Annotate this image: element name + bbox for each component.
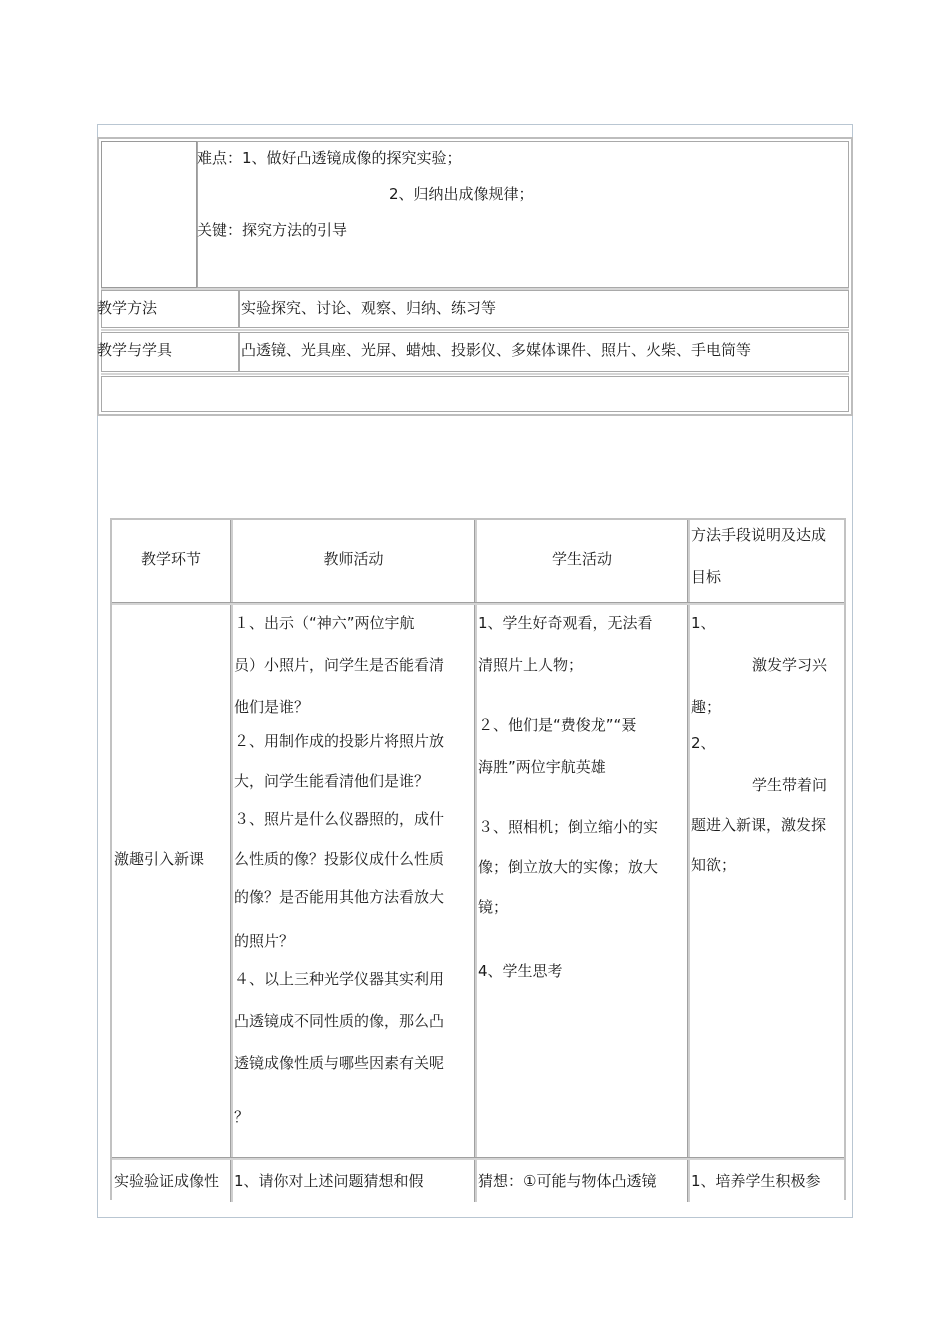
teacher-activity-line: 凸透镜成不同性质的像，那么凸 <box>234 1012 445 1030</box>
difficulty-label-cell <box>101 141 197 288</box>
teacher-activity-line: ３、照片是什么仪器照的，成什 <box>234 810 445 828</box>
teacher-activity-line: １、出示（“神六”两位宇航 <box>234 614 415 632</box>
teacher-activity-line: ？ <box>234 1108 250 1126</box>
difficulty-line-1: 难点：1、做好凸透镜成像的探究实验； <box>197 149 462 167</box>
row2-method-notes: 1、培养学生积极参 <box>691 1172 821 1190</box>
empty-row-cell <box>101 376 849 412</box>
student-activity-line: 镜； <box>478 898 509 916</box>
row2-student-activity: 猜想：①可能与物体凸透镜 <box>478 1172 657 1190</box>
teacher-activity-line: 透镜成像性质与哪些因素有关呢 <box>234 1054 445 1072</box>
method-notes-line: 学生带着问 <box>752 776 828 794</box>
method-label: 教学方法 <box>97 299 158 317</box>
header-teacher: 教师活动 <box>323 550 384 568</box>
tools-value: 凸透镜、光具座、光屏、蜡烛、投影仪、多媒体课件、照片、火柴、手电筒等 <box>241 341 752 359</box>
teacher-activity-line: 的像？是否能用其他方法看放大 <box>234 888 445 906</box>
student-activity-line: ３、照相机；倒立缩小的实 <box>478 818 659 836</box>
method-notes-line: 2、 <box>691 734 716 752</box>
method-notes-line: 趣； <box>691 698 722 716</box>
student-activity-line: 像；倒立放大的实像；放大 <box>478 858 659 876</box>
row1-stage: 激趣引入新课 <box>114 850 205 868</box>
teacher-activity-line: 的照片？ <box>234 932 295 950</box>
student-activity-line: 4、学生思考 <box>478 962 563 980</box>
student-activity-line: 清照片上人物； <box>478 656 584 674</box>
teacher-activity-line: 他们是谁？ <box>234 698 310 716</box>
top-info-table <box>97 137 853 416</box>
header-method-line-2: 目标 <box>691 568 722 586</box>
method-notes-line: 知欲； <box>691 856 737 874</box>
student-activity-line: 1、学生好奇观看，无法看 <box>478 614 653 632</box>
header-method-line-1: 方法手段说明及达成 <box>691 526 827 544</box>
header-stage: 教学环节 <box>140 550 201 568</box>
student-activity-line: 海胜”两位宇航英雄 <box>478 758 606 776</box>
teacher-activity-line: 大，问学生能看清他们是谁？ <box>234 772 430 790</box>
method-notes-line: 激发学习兴 <box>752 656 828 674</box>
row2-stage: 实验验证成像性 <box>114 1172 220 1190</box>
tools-label: 教学与学具 <box>97 341 173 359</box>
teacher-activity-line: 么性质的像？投影仪成什么性质 <box>234 850 445 868</box>
teacher-activity-line: ４、以上三种光学仪器其实利用 <box>234 970 445 988</box>
method-notes-line: 题进入新课，激发探 <box>691 816 827 834</box>
method-value: 实验探究、讨论、观察、归纳、练习等 <box>241 299 497 317</box>
method-notes-line: 1、 <box>691 614 716 632</box>
row2-teacher-activity: 1、请你对上述问题猜想和假 <box>234 1172 424 1190</box>
lesson-plan-table <box>110 518 846 1200</box>
difficulty-line-2: 2、归纳出成像规律； <box>389 185 534 203</box>
student-activity-line: ２、他们是“费俊龙”“聂 <box>478 716 637 734</box>
key-line: 关键：探究方法的引导 <box>197 221 348 239</box>
teacher-activity-line: ２、用制作成的投影片将照片放 <box>234 732 445 750</box>
teacher-activity-line: 员）小照片，问学生是否能看清 <box>234 656 445 674</box>
header-student: 学生活动 <box>551 550 612 568</box>
